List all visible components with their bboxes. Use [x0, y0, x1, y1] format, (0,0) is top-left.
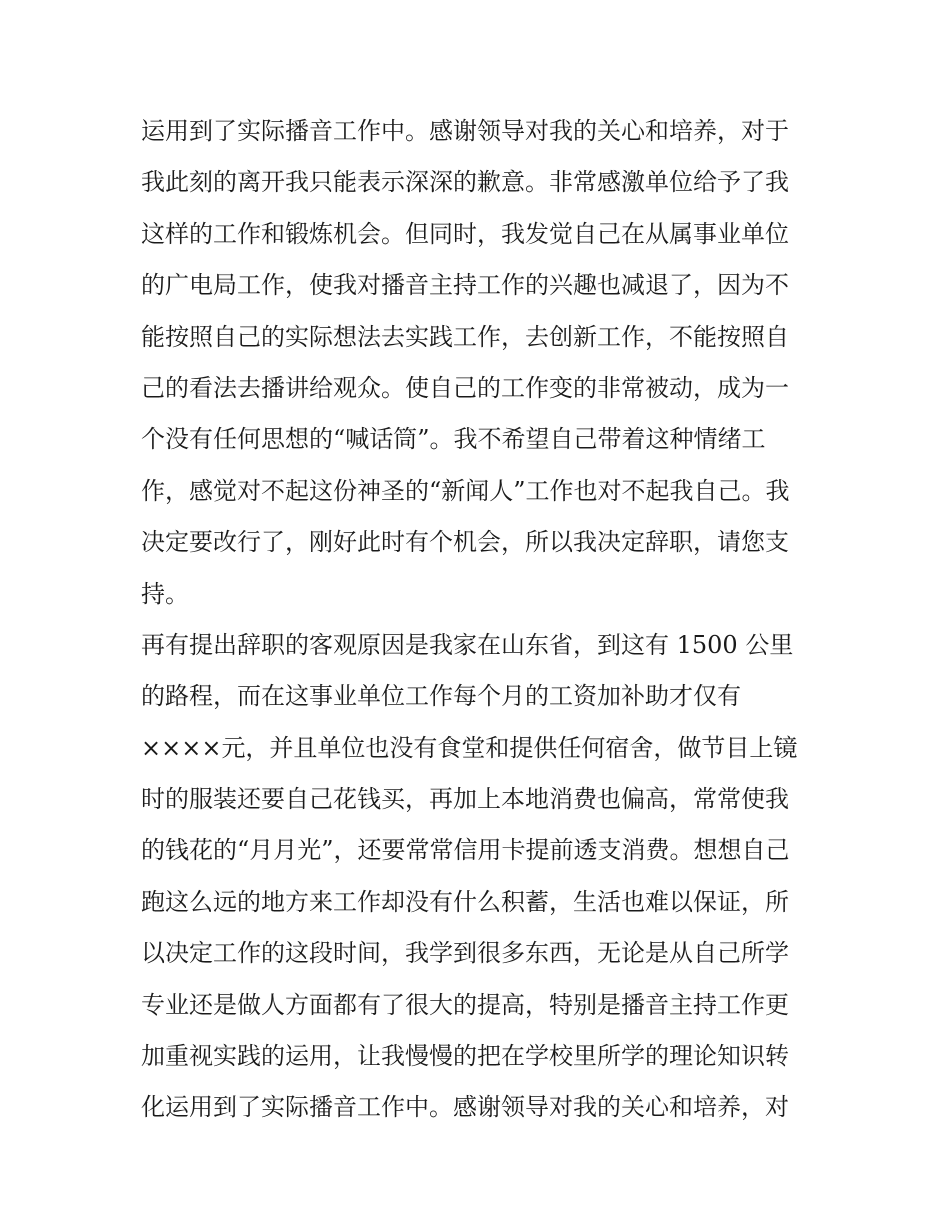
- text-line: 以决定工作的这段时间，我学到很多东西，无论是从自己所学: [141, 939, 789, 968]
- body-text: [141, 106, 821, 1134]
- text-line: 决定要改行了，刚好此时有个机会，所以我决定辞职，请您支: [141, 528, 789, 557]
- text-line: 再有提出辞职的客观原因是我家在山东省，到这有 1500 公里: [141, 630, 794, 659]
- text-line: 化运用到了实际播音工作中。感谢领导对我的关心和培养，对: [141, 1093, 789, 1122]
- text-line: 的路程，而在这事业单位工作每个月的工资加补助才仅有: [141, 682, 741, 711]
- text-line: 运用到了实际播音工作中。感谢领导对我的关心和培养，对于: [141, 117, 789, 145]
- text-line: 的钱花的“月月光”，还要常常信用卡提前透支消费。想想自己: [141, 836, 790, 865]
- text-line: 我此刻的离开我只能表示深深的歉意。非常感激单位给予了我: [141, 168, 789, 197]
- text-line: 的广电局工作，使我对播音主持工作的兴趣也减退了，因为不: [141, 271, 789, 300]
- text-line: ××××元，并且单位也没有食堂和提供任何宿舍，做节目上镜: [141, 733, 798, 762]
- text-line: 时的服装还要自己花钱买，再加上本地消费也偏高，常常使我: [141, 785, 789, 814]
- text-line: 跑这么远的地方来工作却没有什么积蓄，生活也难以保证，所: [141, 887, 789, 916]
- text-line: 持。: [141, 579, 189, 608]
- text-line: 这样的工作和锻炼机会。但同时，我发觉自己在从属事业单位: [141, 219, 789, 248]
- text-line: 作，感觉对不起这份神圣的“新闻人”工作也对不起我自己。我: [141, 476, 790, 505]
- text-line: 己的看法去播讲给观众。使自己的工作变的非常被动，成为一: [141, 373, 789, 402]
- text-line: 个没有任何思想的“喊话筒”。我不希望自己带着这种情绪工: [141, 425, 766, 454]
- text-line: 能按照自己的实际想法去实践工作，去创新工作，不能按照自: [141, 322, 789, 351]
- text-line: 加重视实践的运用，让我慢慢的把在学校里所学的理论知识转: [141, 1042, 789, 1071]
- text-line: 专业还是做人方面都有了很大的提高，特别是播音主持工作更: [141, 990, 789, 1019]
